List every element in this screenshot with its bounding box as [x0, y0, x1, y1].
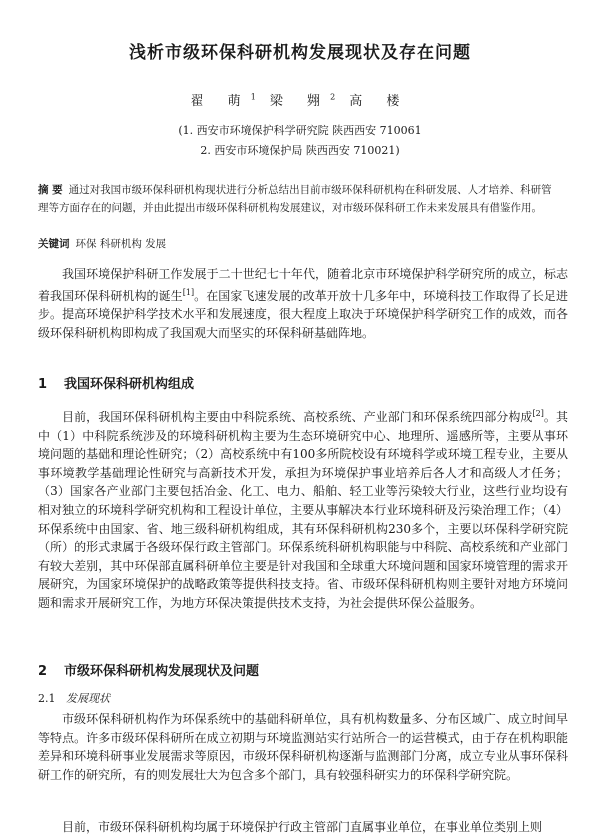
author-2-affil: 2 [330, 92, 336, 102]
affiliation-2: 2. 西安市环境保护局 陕西西安 710021) [200, 144, 400, 157]
subsection-2-1-number: 2.1 [38, 692, 56, 705]
section-2-number: 2 [38, 664, 48, 679]
citation-1: [1] [182, 287, 195, 297]
section-2-heading [38, 660, 259, 679]
keywords [38, 236, 166, 251]
keywords-label: 关键词 [38, 238, 70, 250]
author-1-affil: 1 [250, 92, 256, 102]
abstract [38, 181, 558, 217]
author-line [0, 90, 600, 109]
intro-text-rest: 。在国家飞速发展的改革开放十几多年中，环境科技工作取得了长足进步。提高环境保护科学技术水平和发展速度，很大程度上取决于环境保护科学研究工作的成效，而各级环保科研机构即构成了我国观大而坚实的环保科研基础阵地。 [38, 288, 568, 340]
section-1-number: 1 [38, 377, 48, 392]
keywords-text: 环保 科研机构 发展 [75, 238, 167, 250]
section-2-title: 市级环保科研机构发展现状及问题 [64, 664, 260, 679]
subsection-2-1-paragraph: 市级环保科研机构作为环保系统中的基础科研单位，具有机构数量多、分布区域广、成立时间早等特点。许多市级环保科研所在成立初期与环境监测站实行站所合一的运营模式，由于存在机构职能差异和环境科研事业发展需求等原因，市级环保科研机构逐渐与监测部门分离，成立专业从事环保科研工作的研究所，有的则发展壮大为包含多个部门，具有较强科研实力的环保科学研究院。 [38, 712, 568, 782]
subsection-2-1-heading [38, 690, 110, 706]
author-2: 梁 翙 [269, 94, 331, 109]
section-1-paragraph [38, 405, 568, 613]
section-1-text: 目前，我国环保科研机构主要由中科院系统、高校系统、产业部门和环保系统四部分构成 [62, 410, 533, 424]
subsection-2-1-paragraph-2: 目前，市级环保科研机构均属于环境保护行政主管部门直属事业单位，在事业单位类别上则 [62, 820, 543, 834]
author-1: 翟 萌 [190, 94, 251, 109]
intro-paragraph [38, 265, 568, 342]
section-1-title: 我国环保科研机构组成 [64, 377, 195, 392]
citation-2: [2] [532, 409, 544, 418]
paper-title: 浅析市级环保科研机构发展现状及存在问题 [129, 43, 471, 63]
abstract-label: 摘 要 [38, 184, 63, 196]
subsection-2-1-title: 发展现状 [66, 692, 110, 705]
section-1-text-rest: 。其中（1）中科院系统涉及的环境科研机构主要为生态环境研究中心、地理所、遥感所等，主要从事环境问题的基础和理论性研究；（2）高校系统中有100多所院校设有环境科学或环境工程专业，主要从事环境教学基础理论性研究与高新技术开发，承担为环境保护事业培养后各人才和高级人才任务；（3）国家各产业部门主要包括冶金、化工、电力、船舶、轻工业等污染较大行业，这些行业均设有相对独立的环境科学研究机构和工程设计单位，主要从事解决本行业环境科研及污染治理工作；（4）环保系统中由国家、省、地三级科研机构组成，其有环保科研机构230多个，主要以环保科学研究院（所）的形式隶属于各级环保行政主管部门。环保系统科研机构职能与中科院、高校系统和产业部门有较大差别，其中环保部直属科研单位主要是针对我国和全球重大环境问题和国家环境管理的需求开展研究，为国家环境保护的战略政策等提供科技支持。省、市级环保科研机构则主要针对地方环境问题和需求开展研究工作，为地方环保决策提供技术支持，为社会提供环保公益服务。 [38, 410, 568, 610]
section-1-heading [38, 373, 194, 392]
affiliation-1: (1. 西安市环境保护科学研究院 陕西西安 710061 [178, 124, 422, 137]
author-3: 高 楼 [349, 94, 410, 109]
abstract-text: 通过对我国市级环保科研机构现状进行分析总结出目前市级环保科研机构在科研发展、人才培养、科研管理等方面存在的问题，并由此提出市级环保科研机构发展建议，对市级环保科研工作未来发展具有借鉴作用。 [38, 184, 552, 214]
intro-text: 我国环境保护科研工作发展于二十世纪七十年代，随着北京市环境保护科学研究所的成立，标志着我国环保科研机构的诞生 [38, 267, 568, 303]
